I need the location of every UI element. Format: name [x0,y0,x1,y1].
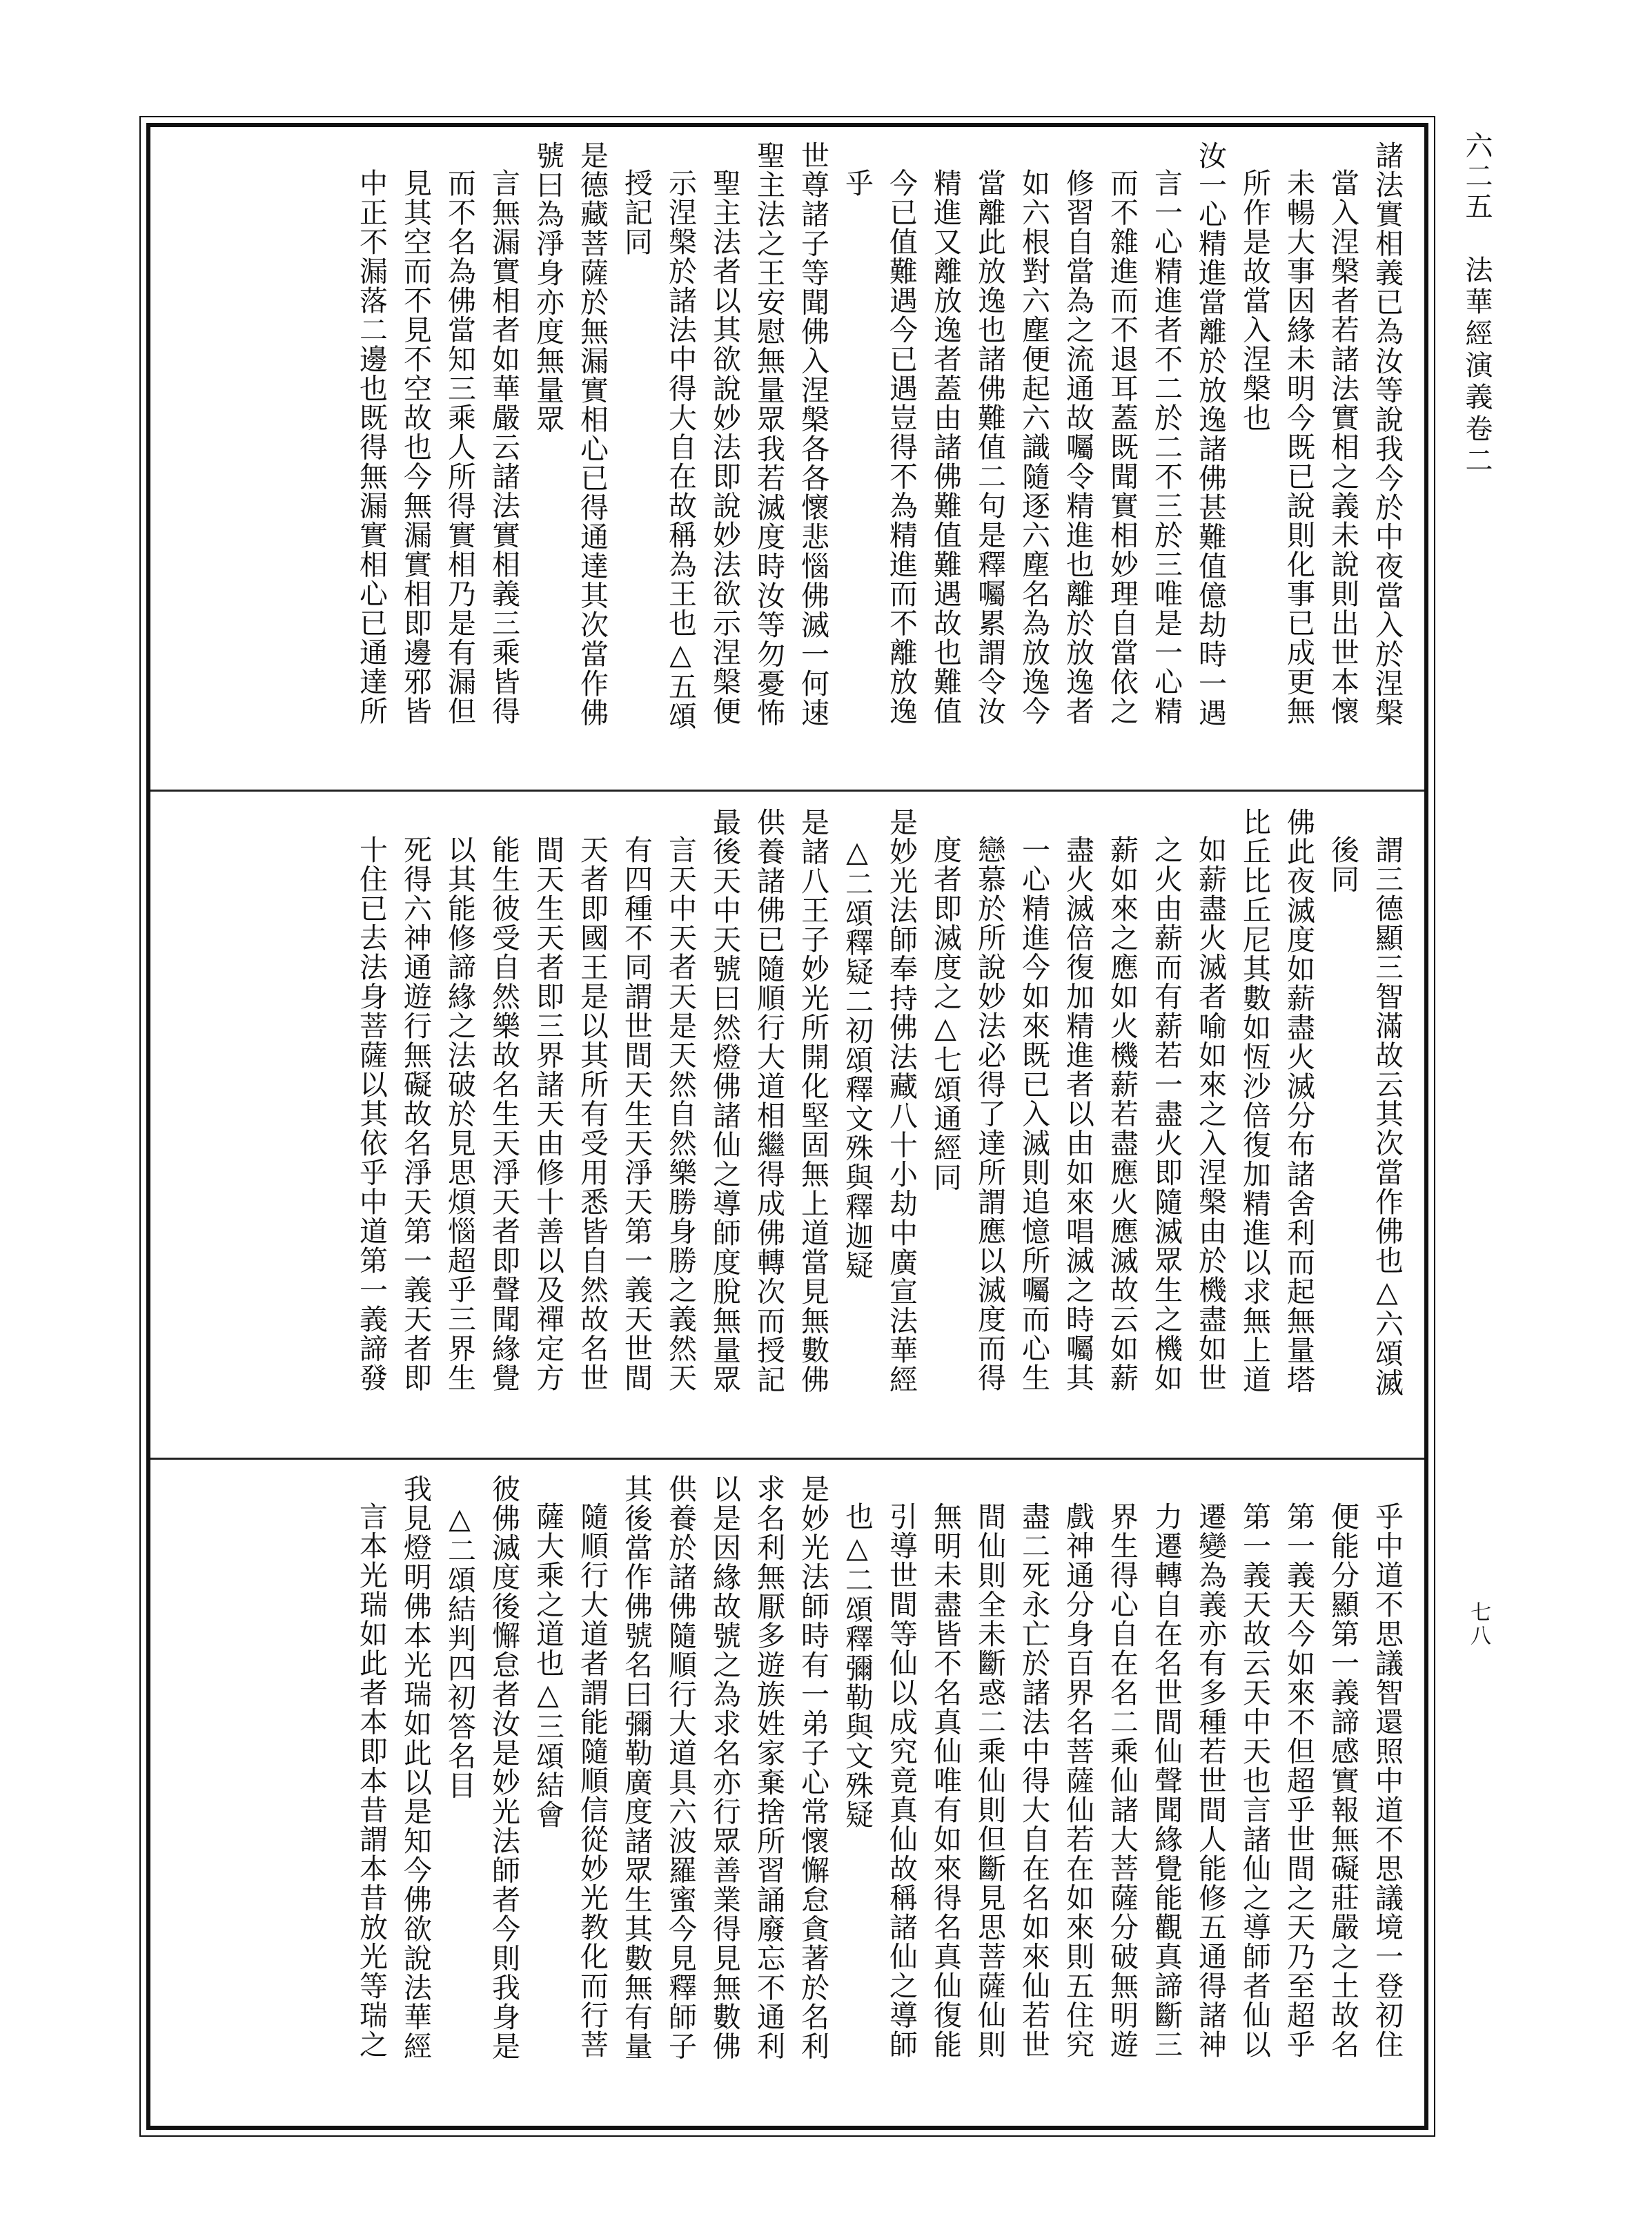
text-column: 是妙光法師奉持佛法藏八十小劫中廣宣法華經 [885,807,918,1394]
section-divider-2 [150,1458,1424,1460]
text-column: 之火由薪而有薪若一盡火即隨滅眾生之機如 [1150,835,1183,1393]
text-column: 盡火滅倍復加精進者以由如來唱滅之時囑其 [1061,835,1094,1393]
text-column: 有四種不同謂世間天生天淨天第一義天世間 [620,835,653,1393]
text-column: 今已值難遇今已遇豈得不為精進而不離放逸 [885,168,918,726]
text-column: 無明未盡皆不名真仙唯有如來得名真仙復能 [929,1502,962,2059]
text-column: 最後天中天號曰然燈佛諸仙之導師度脫無量眾 [708,807,741,1394]
text-column: 薪如來之應如火機薪若盡應火應滅故云如薪 [1105,835,1139,1393]
text-column: 便能分顯第一義諦感實報無礙莊嚴之土故名 [1326,1502,1359,2059]
text-column: △二頌釋疑二初頌釋文殊與釋迦疑 [840,835,874,1280]
text-column: △二頌結判四初答名目 [443,1502,476,1800]
text-column: 界生得心自在名二乘仙諸大菩薩分破無明遊 [1105,1502,1139,2059]
text-column: 中正不漏落二邊也既得無漏實相心已通達所 [355,168,388,726]
text-column: 精進又離放逸者蓋由諸佛難值難遇故也難值 [929,168,962,726]
text-column: 薩大乘之道也△三頌結會 [531,1502,564,1830]
text-column: 是諸八王子妙光所開化堅固無上道當見無數佛 [796,807,829,1394]
text-column: 死得六神通遊行無礙故名淨天第一義天者即 [399,835,432,1393]
text-section-1 [163,141,1409,776]
text-column: 度者即滅度之△七頌通經同 [929,835,962,1192]
text-column: 當入涅槃者若諸法實相之義未說則出世本懷 [1326,168,1359,726]
text-column: 聖主法者以其欲說妙法即說妙法欲示涅槃便 [708,168,741,726]
text-column: 修習自當為之流通故囑令精進也離於放逸者 [1061,168,1094,726]
text-column: 而不名為佛當知三乘人所得實相乃是有漏但 [443,168,476,726]
text-column: 是德藏菩薩於無漏實相心已得通達其次當作佛 [576,141,609,727]
text-column: 我見燈明佛本光瑞如此以是知今佛欲說法華經 [399,1474,432,2061]
text-column: 十住已去法身菩薩以其依乎中道第一義諦發 [355,835,388,1393]
text-column: 供養於諸佛隨順行大道具六波羅蜜今見釋師子 [664,1474,697,2061]
text-column: 以是因緣故號之為求名亦行眾善業得見無數佛 [708,1474,741,2061]
text-column: 所作是故當入涅槃也 [1238,168,1271,433]
page-number: 六二五 [1461,131,1493,222]
text-column: 以其能修諦緣之法破於見思煩惱超乎三界生 [443,835,476,1393]
text-column: 力遷轉自在名世間仙聲聞緣覺能觀真諦斷三 [1150,1502,1183,2059]
text-column: 天者即國王是以其所有受用悉皆自然故名世 [576,835,609,1393]
text-column: 授記同 [620,168,653,257]
text-column: 間仙則全未斷惑二乘仙則但斷見思菩薩仙則 [973,1502,1006,2059]
text-column: 未暢大事因緣未明今既已說則化事已成更無 [1282,168,1315,726]
text-column: 佛此夜滅度如薪盡火滅分布諸舍利而起無量塔 [1282,807,1315,1394]
text-column: 求名利無厭多遊族姓家棄捨所習誦廢忘不通利 [752,1474,785,2061]
text-column: 如薪盡火滅者喻如來之入涅槃由於機盡如世 [1194,835,1227,1393]
text-column: 諸法實相義已為汝等說我今於中夜當入於涅槃 [1370,141,1404,727]
text-column: 供養諸佛已隨順行大道相繼得成佛轉次而授記 [752,807,785,1394]
text-column: 世尊諸子等聞佛入涅槃各各懷悲惱佛滅一何速 [796,141,829,727]
text-column: 第一義天故云天中天也言諸仙之導師者仙以 [1238,1502,1271,2059]
text-column: 如六根對六塵便起六識隨逐六塵名為放逸今 [1017,168,1050,726]
text-column: 乎 [840,168,874,198]
text-column: 其後當作佛號名曰彌勒廣度諸眾生其數無有量 [620,1474,653,2061]
text-column: 汝一心精進當離於放逸諸佛甚難值億劫時一遇 [1194,141,1227,727]
text-column: 言本光瑞如此者本即本昔謂本昔放光等瑞之 [355,1502,388,2059]
text-column: 第一義天今如來不但超乎世間之天乃至超乎 [1282,1502,1315,2059]
text-column: 言一心精進者不二於二不三於三唯是一心精 [1150,168,1183,726]
text-column: 一心精進今如來既已入滅則追憶所囑而心生 [1017,835,1050,1393]
text-section-2 [163,807,1409,1442]
text-column: 遷變為義亦有多種若世間人能修五通得諸神 [1194,1502,1227,2059]
text-column: 示涅槃於諸法中得大自在故稱為王也△五頌 [664,168,697,731]
text-column: 盡二死永亡於諸法中得大自在名如來仙若世 [1017,1502,1050,2059]
text-column: 當離此放逸也諸佛難值二句是釋囑累謂令汝 [973,168,1006,726]
running-title: 法華經演義卷二 [1461,255,1493,478]
text-column: 間天生天者即三界諸天由修十善以及禪定方 [531,835,564,1393]
text-column: 是妙光法師時有一弟子心常懷懈怠貪著於名利 [796,1474,829,2061]
text-column: 號曰為淨身亦度無量眾 [531,141,564,434]
text-column: 乎中道不思議智還照中道不思議境一登初住 [1370,1502,1404,2059]
section-divider-1 [150,790,1424,792]
text-column: 隨順行大道者謂能隨順信從妙光教化而行菩 [576,1502,609,2059]
text-column: 引導世間等仙以成究竟真仙故稱諸仙之導師 [885,1502,918,2059]
folio-number: 七八 [1466,1601,1491,1648]
text-column: 戲神通分身百界名菩薩仙若在如來則五住究 [1061,1502,1094,2059]
text-column: 後同 [1326,835,1359,894]
text-column: 而不雜進而不退耳蓋既聞實相妙理自當依之 [1105,168,1139,726]
text-column: 能生彼受自然樂故名生天淨天者即聲聞緣覺 [487,835,520,1393]
text-column: 也△二頌釋彌勒與文殊疑 [840,1502,874,1830]
text-column: 言無漏實相者如華嚴云諸法實相義三乘皆得 [487,168,520,726]
text-column: 見其空而不見不空故也今無漏實相即邊邪皆 [399,168,432,726]
text-column: 聖主法之王安慰無量眾我若滅度時汝等勿憂怖 [752,141,785,727]
text-column: 彼佛滅度後懈怠者汝是妙光法師者今則我身是 [487,1474,520,2061]
text-column: 比丘比丘尼其數如恆沙倍復加精進以求無上道 [1238,807,1271,1394]
text-column: 戀慕於所說妙法必得了達所謂應以滅度而得 [973,835,1006,1393]
text-column: 言天中天者天是天然自然樂勝身勝之義然天 [664,835,697,1393]
text-column: 謂三德顯三智滿故云其次當作佛也△六頌滅 [1370,835,1404,1398]
text-section-3 [163,1474,1409,2109]
